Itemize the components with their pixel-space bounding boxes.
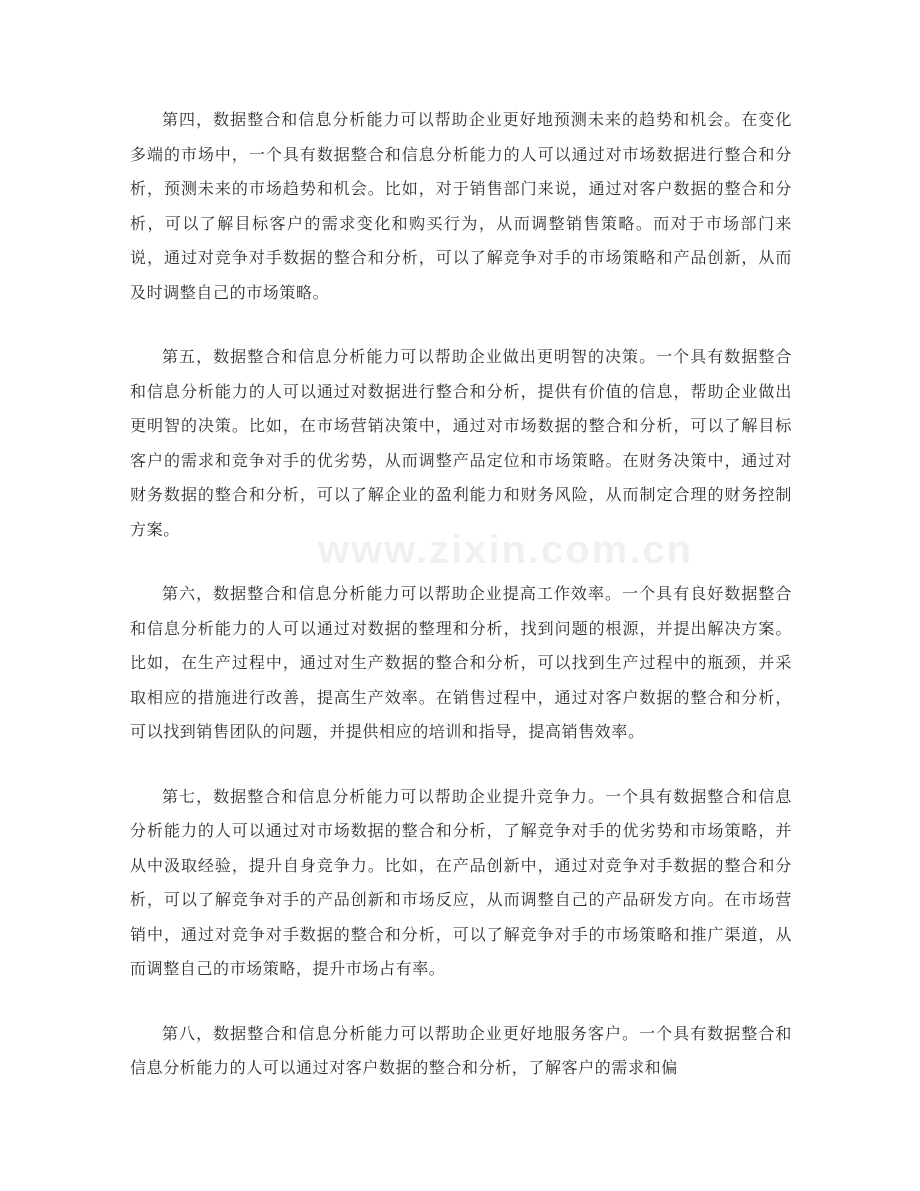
paragraph-7: 第七，数据整合和信息分析能力可以帮助企业提升竞争力。一个具有数据整合和信息分析能力的人可以通过对市场数据的整合和分析，了解竞争对手的优劣势和市场策略，并从中汲取经验，提升自身竞争力。比如，在产品创新中，通过对竞争对手数据的整合和分析，可以了解竞争对手的产品创新和市场反应，从而调整自己的产品研发方向。在市场营销中，通过对竞争对手数据的整合和分析，可以了解竞争对手的市场策略和推广渠道，从而调整自己的市场策略，提升市场占有率。 bbox=[130, 786, 792, 978]
paragraph-4: 第四，数据整合和信息分析能力可以帮助企业更好地预测未来的趋势和机会。在变化多端的市场中，一个具有数据整合和信息分析能力的人可以通过对市场数据进行整合和分析，预测未来的市场趋势和机会。比如，对于销售部门来说，通过对客户数据的整合和分析，可以了解目标客户的需求变化和购买行为，从而调整销售策略。而对于市场部门来说，通过对竞争对手数据的整合和分析，可以了解竞争对手的市场策略和产品创新，从而及时调整自己的市场策略。 bbox=[130, 110, 792, 302]
paragraph-8: 第八，数据整合和信息分析能力可以帮助企业更好地服务客户。一个具有数据整合和信息分析能力的人可以通过对客户数据的整合和分析，了解客户的需求和偏 bbox=[130, 1023, 792, 1077]
paragraph-5: 第五，数据整合和信息分析能力可以帮助企业做出更明智的决策。一个具有数据整合和信息分析能力的人可以通过对数据进行整合和分析，提供有价值的信息，帮助企业做出更明智的决策。比如，在市场营销决策中，通过对市场数据的整合和分析，可以了解目标客户的需求和竞争对手的优劣势，从而调整产品定位和市场策略。在财务决策中，通过对财务数据的整合和分析，可以了解企业的盈利能力和财务风险，从而制定合理的财务控制方案。 bbox=[130, 347, 792, 539]
watermark-text: www.zixin.com.cn bbox=[318, 528, 694, 572]
document-body bbox=[130, 103, 792, 1116]
paragraph-6: 第六，数据整合和信息分析能力可以帮助企业提高工作效率。一个具有良好数据整合和信息分析能力的人可以通过对数据的整理和分析，找到问题的根源，并提出解决方案。比如，在生产过程中，通过对生产数据的整合和分析，可以找到生产过程中的瓶颈，并采取相应的措施进行改善，提高生产效率。在销售过程中，通过对客户数据的整合和分析，可以找到销售团队的问题，并提供相应的培训和指导，提高销售效率。 bbox=[130, 584, 792, 741]
